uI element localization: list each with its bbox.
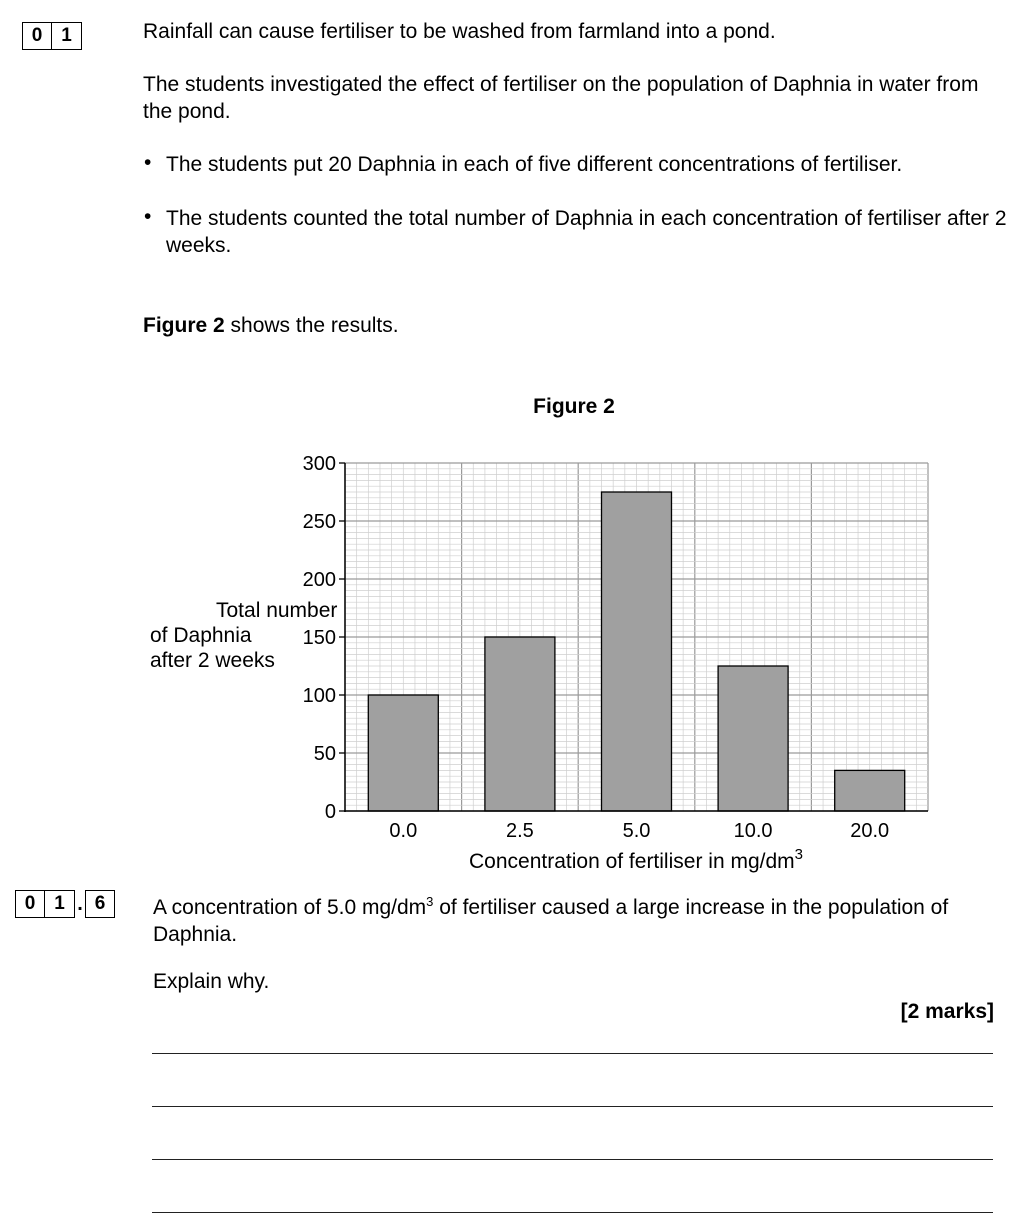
investigation-text: The students investigated the effect of fertiliser on the population of Daphnia in water from the pond.	[143, 73, 979, 123]
subquestion-number-digit: 1	[45, 890, 75, 918]
x-tick-label: 20.0	[850, 820, 890, 842]
y-tick-label: 100	[302, 685, 336, 707]
answer-line[interactable]	[152, 1106, 993, 1107]
subquestion-superscript: 3	[426, 894, 434, 909]
answer-line[interactable]	[152, 1212, 993, 1213]
x-axis-label-text: Concentration of fertiliser in mg/dm	[469, 850, 795, 873]
subquestion-number-box	[15, 890, 115, 918]
y-tick-label: 250	[302, 511, 336, 533]
bullet-text: The students put 20 Daphnia in each of five different concentrations of fertiliser.	[166, 153, 903, 176]
subquestion-text-part: of fertiliser caused a large increase in the population of Daphnia.	[153, 896, 949, 946]
y-axis-label-line: after 2 weeks	[150, 649, 275, 672]
bullet-text: The students counted the total number of Daphnia in each concentration of fertiliser after 2 weeks.	[166, 207, 1007, 257]
answer-line[interactable]	[152, 1159, 993, 1160]
bullet-marker: •	[144, 151, 152, 174]
chart-title: Figure 2	[533, 395, 615, 418]
bar	[368, 695, 438, 811]
marks-label: [2 marks]	[900, 1000, 994, 1023]
question-number-box	[22, 22, 82, 50]
bar	[718, 666, 788, 811]
subquestion-number-dot: .	[77, 893, 83, 915]
bullet-marker: •	[144, 205, 152, 228]
bar	[485, 637, 555, 811]
y-tick-label: 50	[313, 743, 336, 765]
x-tick-label: 0.0	[389, 820, 418, 842]
intro-text: Rainfall can cause fertiliser to be washed from farmland into a pond.	[143, 20, 776, 43]
subquestion-number-digit: 0	[15, 890, 45, 918]
y-tick-label: 150	[302, 627, 336, 649]
x-tick-label: 10.0	[733, 820, 773, 842]
chart-bars	[368, 492, 904, 811]
figure-reference-bold: Figure 2	[143, 314, 225, 337]
y-axis-label-line: of Daphnia	[150, 624, 252, 647]
x-axis-label-superscript: 3	[794, 846, 803, 863]
subquestion-text-part: A concentration of 5.0 mg/dm	[153, 896, 427, 919]
question-number-digit: 0	[22, 22, 52, 50]
subquestion-text	[153, 888, 1013, 948]
y-axis-label-line: Total number	[216, 599, 338, 622]
answer-line[interactable]	[152, 1053, 993, 1054]
x-axis-label	[469, 846, 803, 873]
figure-reference	[143, 312, 399, 339]
subquestion-number-digit: 6	[85, 890, 115, 918]
bar	[835, 770, 905, 811]
bar	[602, 492, 672, 811]
instruction-text: Explain why.	[153, 970, 270, 993]
x-tick-label: 5.0	[622, 820, 651, 842]
y-tick-label: 200	[302, 569, 336, 591]
y-tick-label: 0	[324, 801, 336, 823]
bar-chart	[0, 380, 1032, 880]
y-tick-label: 300	[302, 453, 336, 475]
x-tick-label: 2.5	[505, 820, 534, 842]
figure-reference-rest: shows the results.	[224, 314, 399, 337]
question-number-digit: 1	[52, 22, 82, 50]
